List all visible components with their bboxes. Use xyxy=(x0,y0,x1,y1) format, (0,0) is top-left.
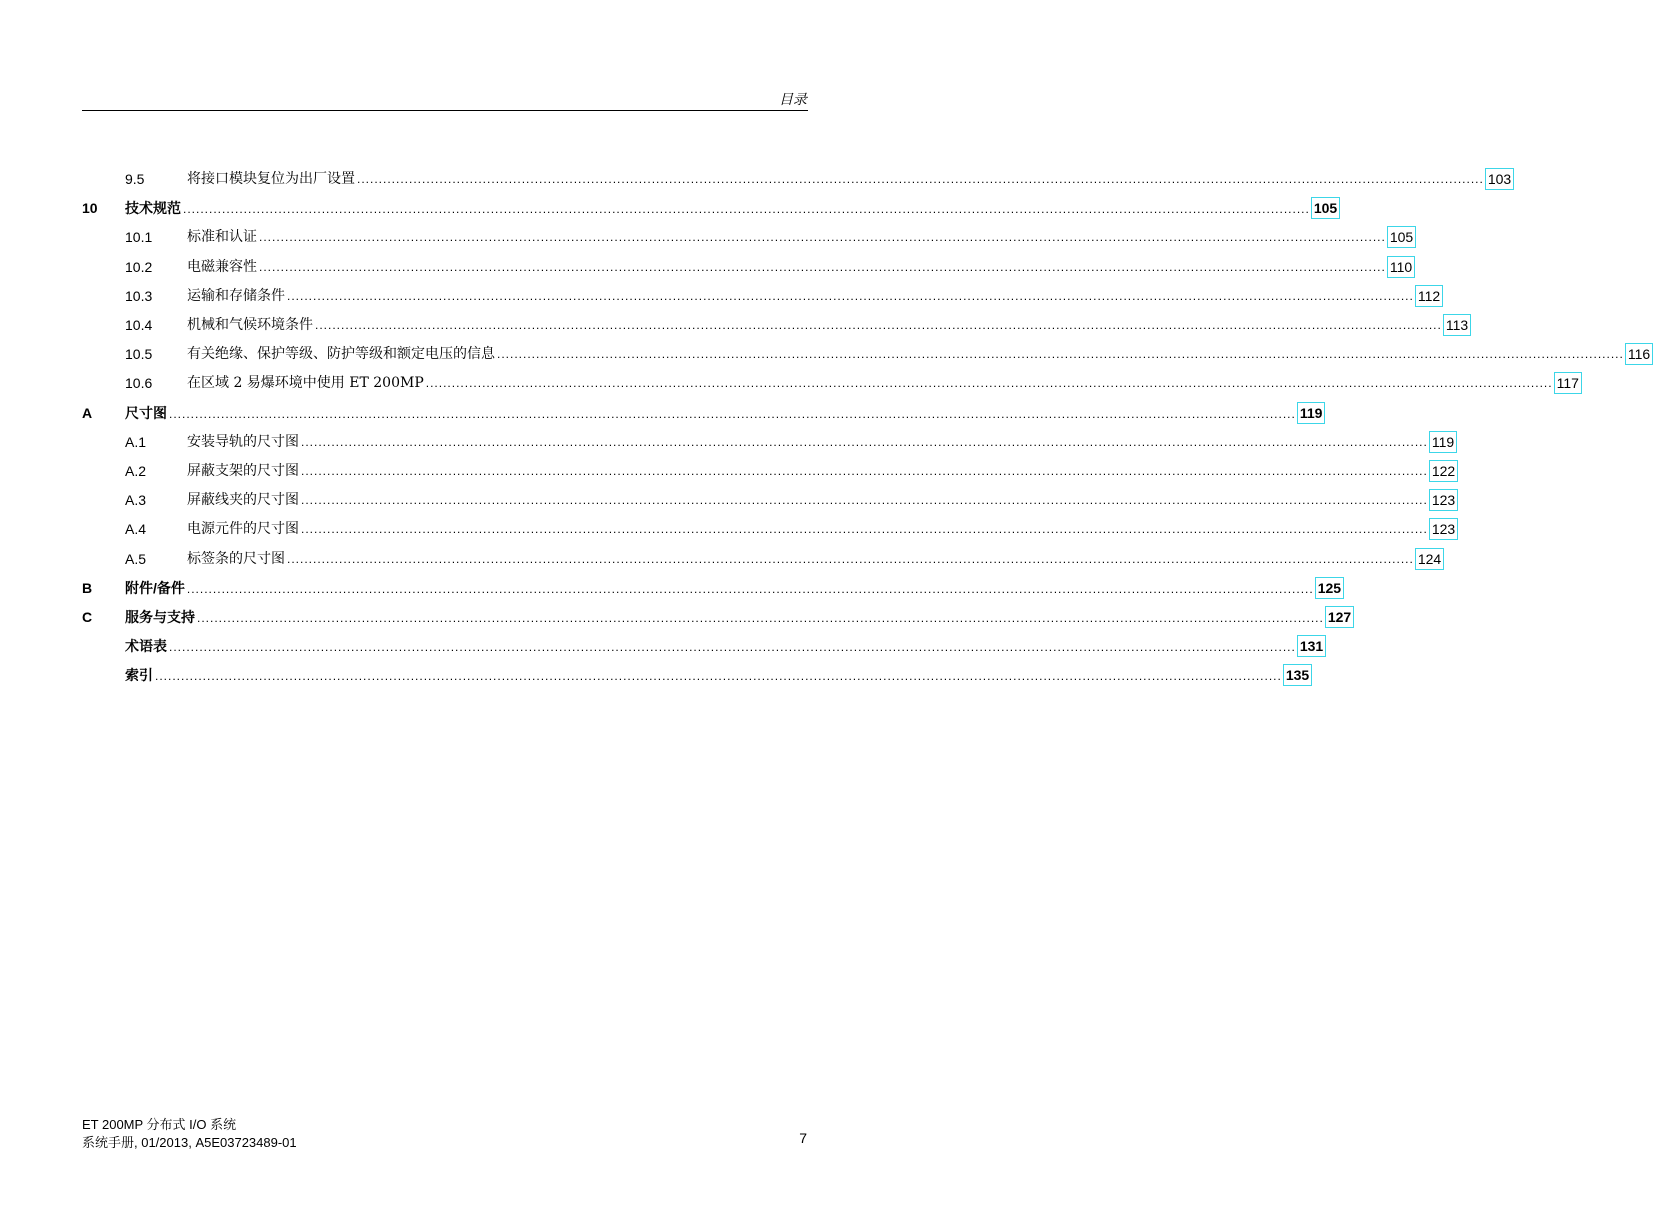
toc-entry-number: A.5 xyxy=(125,550,147,567)
toc-entry-number: A.4 xyxy=(125,521,147,538)
toc-entry-title[interactable]: 机械和气候环境条件 xyxy=(187,317,313,333)
toc-dot-leader: .................................................................................................................................................................................................................................................................... xyxy=(183,202,1310,217)
toc-entry[interactable] xyxy=(0,663,1310,687)
toc-entry-title[interactable]: 技术规范 xyxy=(125,200,181,217)
toc-entry[interactable] xyxy=(0,196,1338,220)
toc-page-link[interactable]: 127 xyxy=(1325,606,1354,628)
toc-page-link[interactable]: 135 xyxy=(1283,664,1312,686)
toc-entry-number: 10 xyxy=(82,200,98,217)
toc-entry[interactable] xyxy=(0,488,1456,512)
toc-dot-leader: .................................................................................................................................................................................................................................................................... xyxy=(301,464,1428,478)
toc-dot-leader: .................................................................................................................................................................................................................................................................... xyxy=(301,522,1428,537)
toc-dot-leader: .................................................................................................................................................................................................................................................................... xyxy=(287,288,1414,303)
toc-dot-leader: .................................................................................................................................................................................................................................................................... xyxy=(301,434,1428,449)
toc-dot-leader: .................................................................................................................................................................................................................................................................... xyxy=(497,347,1624,362)
toc-entry-title[interactable]: 服务与支持 xyxy=(125,609,195,625)
toc-entry[interactable] xyxy=(0,576,1342,600)
toc-entry-number: 10.3 xyxy=(125,287,153,304)
toc-entry-number: A.3 xyxy=(125,492,147,509)
toc-page-link[interactable]: 116 xyxy=(1625,343,1653,365)
toc-entry[interactable] xyxy=(0,255,1413,279)
toc-entry-number: A xyxy=(82,404,93,421)
toc-entry-number: 10.2 xyxy=(125,258,153,275)
toc-page-link[interactable]: 131 xyxy=(1297,635,1326,657)
toc-entry[interactable] xyxy=(0,225,1414,249)
toc-entry-number: 9.5 xyxy=(125,171,145,187)
toc-entry[interactable] xyxy=(0,313,1469,337)
toc-page-link[interactable]: 105 xyxy=(1387,226,1416,248)
toc-page-link[interactable]: 125 xyxy=(1315,577,1344,599)
toc-dot-leader: .................................................................................................................................................................................................................................................................... xyxy=(197,611,1324,625)
toc-entry-number: A.2 xyxy=(125,463,147,479)
toc-entry-title[interactable]: 屏蔽线夹的尺寸图 xyxy=(187,492,299,509)
toc-entry-title[interactable]: 标准和认证 xyxy=(187,229,257,246)
toc-dot-leader: .................................................................................................................................................................................................................................................................... xyxy=(315,318,1442,332)
toc-entry[interactable] xyxy=(0,605,1352,629)
toc-dot-leader: .................................................................................................................................................................................................................................................................... xyxy=(259,230,1386,245)
toc-entry-title[interactable]: 尺寸图 xyxy=(125,404,167,421)
toc-entry[interactable] xyxy=(0,517,1456,541)
toc-entry-title[interactable]: 在区域 2 易爆环境中使用 ET 200MP xyxy=(187,375,424,392)
toc-dot-leader: .................................................................................................................................................................................................................................................................... xyxy=(287,551,1414,566)
footer-page-number: 7 xyxy=(799,1130,807,1146)
toc-entry-number: C xyxy=(82,609,93,625)
toc-page-link[interactable]: 123 xyxy=(1429,518,1458,540)
toc-dot-leader: .................................................................................................................................................................................................................................................................... xyxy=(186,581,1314,596)
toc-entry[interactable] xyxy=(0,430,1455,454)
toc-entry-number: 10.5 xyxy=(125,346,153,363)
toc-entry[interactable] xyxy=(0,342,1651,366)
toc-dot-leader: .................................................................................................................................................................................................................................................................... xyxy=(169,640,1296,655)
toc-entry-number: 10.1 xyxy=(125,229,153,246)
toc-entry[interactable] xyxy=(0,634,1324,658)
toc-page-link[interactable]: 117 xyxy=(1554,372,1582,394)
toc-entry-title[interactable]: 安装导轨的尺寸图 xyxy=(187,433,299,450)
toc-entry-title[interactable]: 标签条的尺寸图 xyxy=(187,550,285,567)
toc-page-link[interactable]: 123 xyxy=(1429,489,1458,511)
toc-entry[interactable] xyxy=(0,401,1323,425)
toc-entry-number: B xyxy=(82,579,93,596)
toc-entry[interactable] xyxy=(0,459,1456,483)
toc-page-link[interactable]: 110 xyxy=(1387,256,1415,278)
toc-page-link[interactable]: 122 xyxy=(1429,460,1458,482)
toc-entry[interactable] xyxy=(0,284,1441,308)
toc-entry-title[interactable]: 电源元件的尺寸图 xyxy=(187,521,299,538)
toc-entry-title[interactable]: 术语表 xyxy=(125,638,167,655)
toc-dot-leader: .................................................................................................................................................................................................................................................................... xyxy=(259,259,1386,274)
toc-page-link[interactable]: 112 xyxy=(1415,285,1443,307)
toc-entry-title[interactable]: 附件/备件 xyxy=(125,579,185,596)
toc-page-link[interactable]: 105 xyxy=(1311,197,1340,219)
toc-entry-number: 10.6 xyxy=(125,375,153,392)
toc-page-link[interactable]: 113 xyxy=(1443,314,1471,336)
toc-entry[interactable] xyxy=(0,167,1512,191)
toc-entry-number: 10.4 xyxy=(125,317,153,333)
toc-page-link[interactable]: 119 xyxy=(1297,402,1326,424)
toc-entry-title[interactable]: 有关绝缘、保护等级、防护等级和额定电压的信息 xyxy=(187,346,495,363)
toc-entry[interactable] xyxy=(0,547,1442,571)
toc-entry-number: A.1 xyxy=(125,433,147,450)
toc-page-link[interactable]: 119 xyxy=(1429,431,1457,453)
toc-entry-title[interactable]: 电磁兼容性 xyxy=(187,258,257,275)
header-title: 目录 xyxy=(779,93,807,108)
toc-dot-leader: .................................................................................................................................................................................................................................................................... xyxy=(169,406,1296,421)
toc-dot-leader: .................................................................................................................................................................................................................................................................... xyxy=(301,493,1428,508)
toc-dot-leader: .................................................................................................................................................................................................................................................................... xyxy=(425,376,1553,391)
toc-entry-title[interactable]: 索引 xyxy=(125,667,153,684)
footer-product: ET 200MP 分布式 I/O 系统 xyxy=(82,1117,237,1132)
toc-dot-leader: .................................................................................................................................................................................................................................................................... xyxy=(357,172,1484,186)
toc-entry-title[interactable]: 屏蔽支架的尺寸图 xyxy=(187,463,299,479)
toc-entry-title[interactable]: 将接口模块复位为出厂设置 xyxy=(187,171,355,187)
header-rule xyxy=(82,110,808,111)
toc-page-link[interactable]: 124 xyxy=(1415,548,1444,570)
toc-page-link[interactable]: 103 xyxy=(1485,168,1514,190)
toc-entry-title[interactable]: 运输和存储条件 xyxy=(187,287,285,304)
toc-entry[interactable] xyxy=(0,371,1579,395)
toc-dot-leader: .................................................................................................................................................................................................................................................................... xyxy=(155,669,1282,684)
footer-manual-info: 系统手册, 01/2013, A5E03723489-01 xyxy=(82,1135,297,1150)
